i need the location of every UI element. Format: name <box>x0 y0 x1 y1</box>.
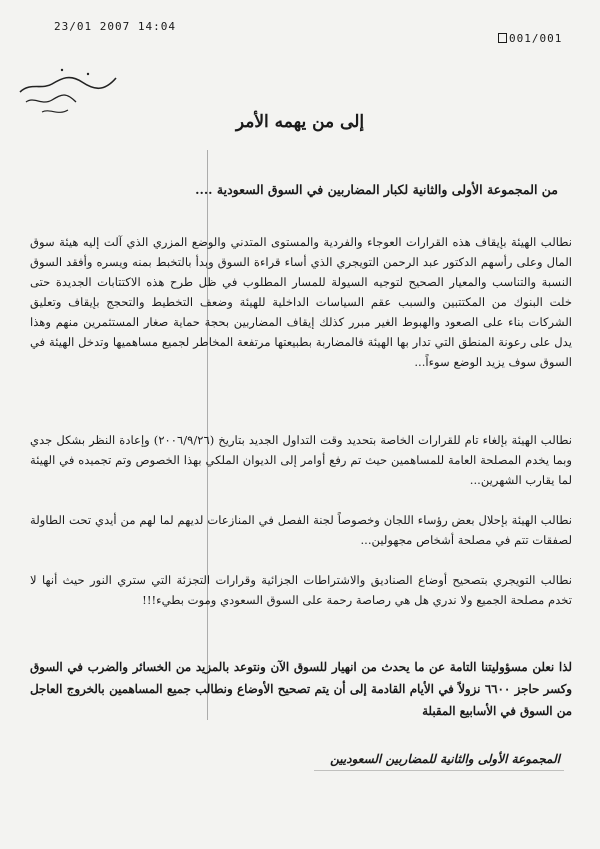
paragraph-3: نطالب الهيئة بإحلال بعض رؤساء اللجان وخصوصاً لجنة الفصل في المنازعات لديهم لما لهم من أيدي تحت الطاولة لصفقات تتم في مصلحة أشخاص مجهولين... <box>30 513 572 547</box>
fax-page-counter <box>498 32 562 45</box>
paragraph-2: نطالب الهيئة بإلغاء تام للقرارات الخاصة بتحديد وقت التداول الجديد بتاريخ (٢٠٠٦/٩/٢٦) وإعادة النظر بشكل جدي وبما يخدم المصلحة العامة للمساهمين حيث تم رفع أوامر إلى الديوان الملكي بهذا الخصوص وتم تجميده في الهيئة لما يقارب الشهرين... <box>30 433 572 487</box>
fax-page-counter-text: 001/001 <box>509 32 563 45</box>
paragraph-1: نطالب الهيئة بإيقاف هذه القرارات العوجاء والفردية والمستوى المتدني والوضع المزري الذي آلت إليه هيئة سوق المال وعلى رأسهم الدكتور عبد الرحمن التويجري الذي أساء قراءة السوق وبدأ بالتخبط بمنه ويسره وأفقد السوق النسبة والتناسب والمعيار الصحيح لتوجيه السيولة للمسار المطلوب في ظل طرح هذه الاكتتابات الجديدة حتى خلت البنوك من المكتتبين والسبب عقم السياسات الداخلية للهيئة وضعف التخطيط والتحجج بإيقاف وتعليق الشركات بناء على الصعود والهبوط الغير مبرر كذلك إيقاف المضاربين بحجة حماية صغار المستثمرين منهم وهذا يدل على رعونة المنطق التي تدار بها الهيئة فالمضاربة بطبيعتها مرتفعة المخاطر لجميع مساهميها وتدخل الهيئة في السوق سوف يزيد الوضع سوءاً... <box>30 235 572 369</box>
paragraph-4: نطالب التويجري بتصحيح أوضاع الصناديق والاشتراطات الجزائية وقرارات التجزئة التي ستري النور حيث أنها لا تخدم مصلحة الجميع ولا ندري هل هي رصاصة رحمة على السوق السعودي وموت بطيء!!! <box>30 573 572 607</box>
fax-datetime: 23/01 2007 14:04 <box>54 20 176 33</box>
signature-underline <box>314 770 564 771</box>
document-headline: إلى من يهمه الأمر <box>235 112 365 132</box>
paragraph-5: لذا نعلن مسؤوليتنا التامة عن ما يحدث من انهيار للسوق الآن ونتوعد بالمزيد من الخسائر والضرب في السوق وكسر حاجز ٦٦٠٠ نزولاً في الأيام القادمة إلى أن يتم تصحيح الأوضاع ونطالب جميع المساهمين بالخروج العاجل من السوق في الأسابيع المقبلة <box>30 660 572 718</box>
document-subtitle: من المجموعة الأولى والثانية لكبار المضاربين في السوق السعودية .... <box>195 182 558 197</box>
signature: المجموعة الأولى والثانية للمضاربين السعوديين <box>330 752 560 766</box>
page-box-icon <box>498 33 507 43</box>
